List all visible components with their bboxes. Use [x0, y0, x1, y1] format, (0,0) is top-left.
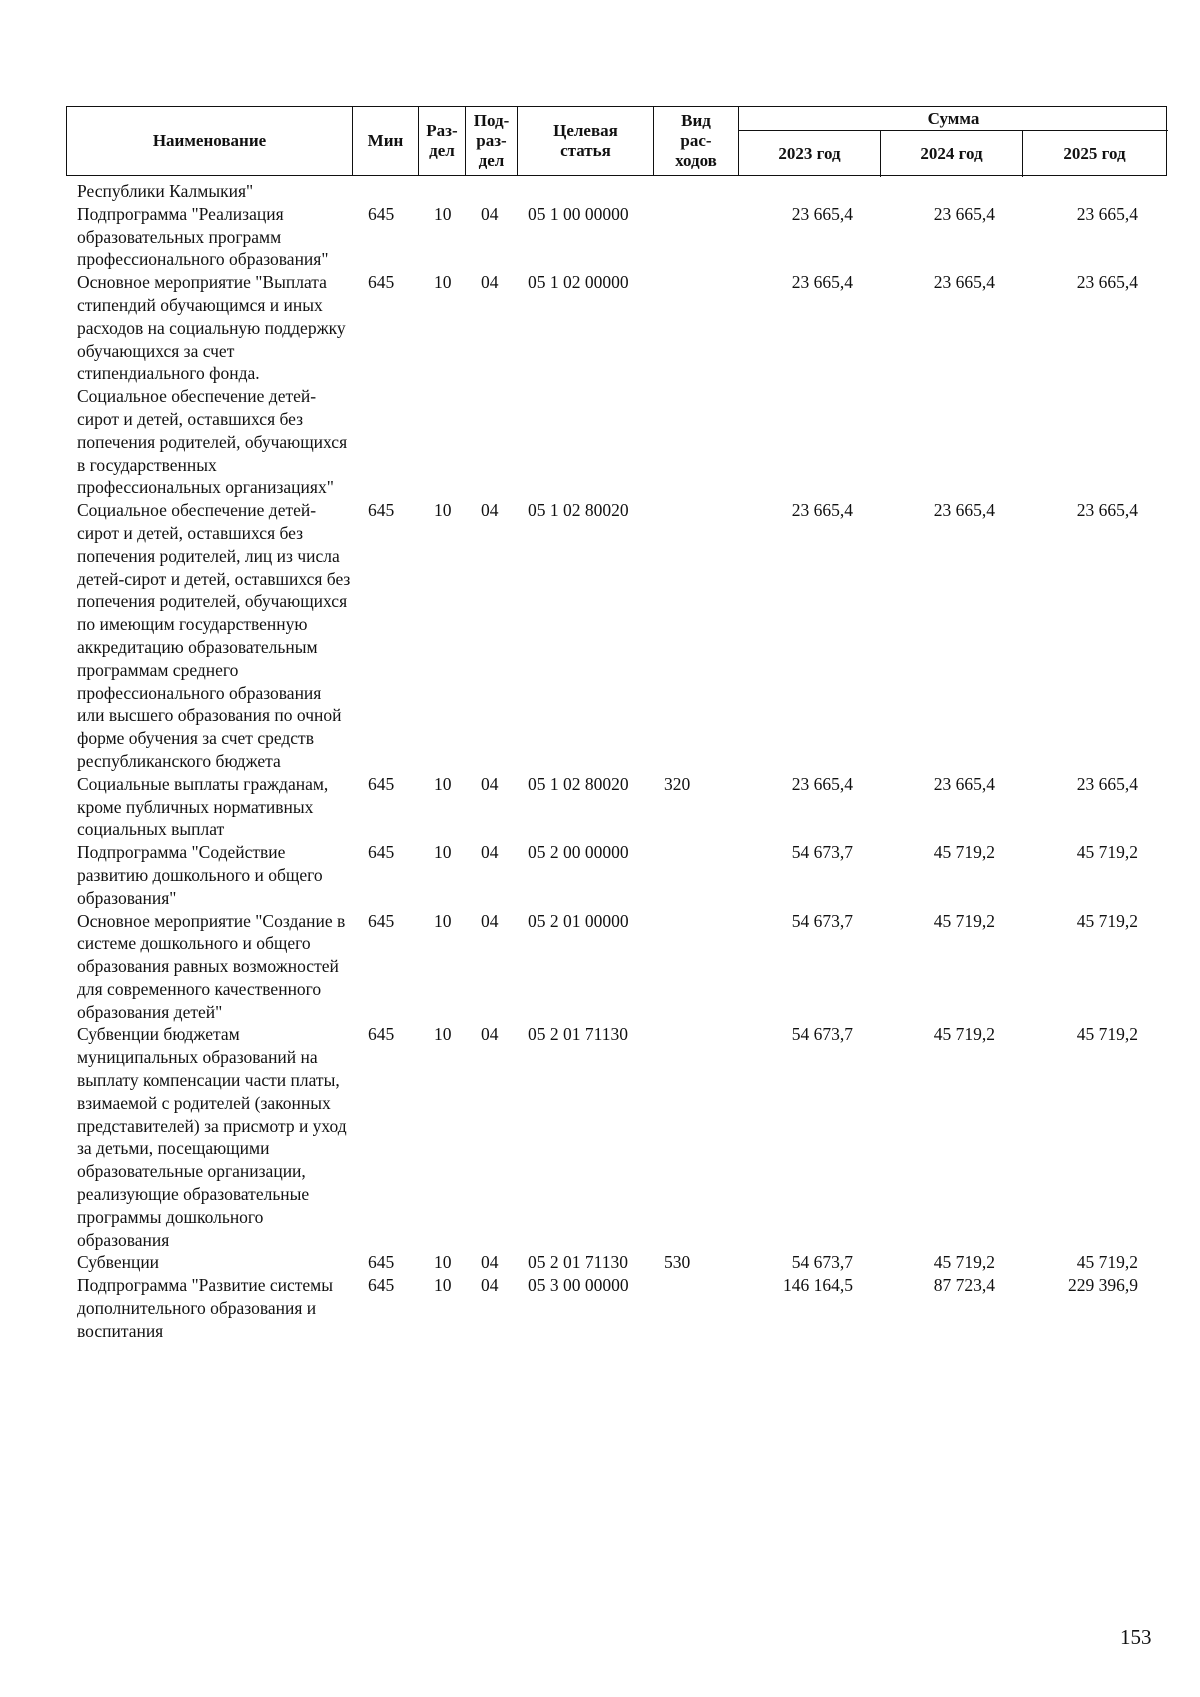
cell-min: 645 [368, 1252, 395, 1273]
page-number: 153 [1120, 1625, 1152, 1649]
table-body [66, 180, 1167, 1343]
cell-podrazdel: 04 [481, 272, 499, 293]
cell-sum-2024: 23 665,4 [933, 773, 995, 794]
cell-vid: 320 [664, 773, 691, 794]
cell-name: Подпрограмма "Содействие развитию дошкольного и общего образования" [77, 842, 323, 908]
table-row [66, 1274, 1167, 1342]
cell-vid [653, 1023, 715, 1251]
cell-sum-2025 [999, 180, 1142, 203]
cell-vid [653, 910, 715, 1024]
cell-sum-2025: 23 665,4 [1076, 500, 1138, 521]
cell-razdel: 10 [434, 1252, 452, 1273]
cell-vid [653, 203, 715, 271]
cell-sum-2025: 229 396,9 [1068, 1275, 1138, 1296]
cell-sum-2024: 45 719,2 [933, 1024, 995, 1045]
cell-min [352, 180, 418, 203]
cell-razdel: 10 [434, 1024, 452, 1045]
cell-vid [653, 1274, 715, 1342]
cell-target: 05 2 00 00000 [528, 842, 629, 863]
cell-sum-2024: 87 723,4 [933, 1275, 995, 1296]
cell-razdel [418, 180, 465, 203]
cell-sum-2025: 45 719,2 [1076, 1024, 1138, 1045]
cell-sum-2023: 54 673,7 [791, 842, 853, 863]
header-razdel: Раз- дел [419, 107, 466, 175]
table-row [66, 910, 1167, 1024]
cell-podrazdel: 04 [481, 203, 499, 224]
cell-name: Субвенции [77, 1252, 160, 1273]
cell-sum-2023: 146 164,5 [783, 1275, 853, 1296]
cell-vid [653, 499, 715, 773]
header-2023: 2023 год [739, 131, 881, 177]
cell-name: Подпрограмма "Развитие системы дополнительного образования и воспитания [77, 1275, 334, 1341]
cell-min: 645 [368, 203, 395, 224]
header-sum: Сумма [739, 107, 1168, 131]
header-name: Наименование [67, 107, 353, 175]
cell-sum-2025: 23 665,4 [1076, 203, 1138, 224]
table-row [66, 773, 1167, 841]
cell-target: 05 1 02 80020 [528, 773, 629, 794]
cell-podrazdel: 04 [481, 910, 499, 931]
cell-podrazdel: 04 [481, 500, 499, 521]
table-row [66, 1251, 1167, 1274]
table-row [66, 499, 1167, 773]
cell-sum-2025: 45 719,2 [1076, 1252, 1138, 1273]
cell-sum-2025: 23 665,4 [1076, 272, 1138, 293]
cell-min: 645 [368, 842, 395, 863]
cell-razdel: 10 [434, 1275, 452, 1296]
cell-podrazdel [465, 180, 517, 203]
header-2025: 2025 год [1063, 144, 1126, 163]
cell-target: 05 1 00 00000 [528, 203, 629, 224]
cell-sum-2024: 23 665,4 [933, 203, 995, 224]
cell-podrazdel: 04 [481, 773, 499, 794]
cell-sum-2023: 23 665,4 [791, 773, 853, 794]
cell-podrazdel: 04 [481, 1024, 499, 1045]
cell-sum-2024 [857, 180, 999, 203]
cell-razdel: 10 [434, 203, 452, 224]
cell-sum-2024: 23 665,4 [933, 272, 995, 293]
cell-target: 05 2 01 71130 [528, 1024, 628, 1045]
cell-sum-2025: 23 665,4 [1076, 773, 1138, 794]
cell-name: Подпрограмма "Реализация образовательных программ профессионального образования" [77, 203, 329, 270]
cell-min: 645 [368, 272, 395, 293]
cell-min: 645 [368, 1024, 395, 1045]
cell-sum-2023 [715, 180, 857, 203]
cell-vid [653, 271, 715, 499]
cell-min: 645 [368, 773, 395, 794]
cell-name: Республики Калмыкия" [77, 181, 254, 201]
cell-name: Социальные выплаты гражданам, кроме публичных нормативных социальных выплат [77, 773, 329, 840]
cell-sum-2023: 23 665,4 [791, 500, 853, 521]
cell-min: 645 [368, 1275, 395, 1296]
cell-name: Основное мероприятие "Создание в системе дошкольного и общего образования равных возможностей для современного качественного образования детей" [77, 910, 346, 1022]
cell-target [517, 180, 653, 203]
cell-target: 05 2 01 71130 [528, 1252, 628, 1273]
cell-sum-2025: 45 719,2 [1076, 842, 1138, 863]
cell-vid [653, 180, 715, 203]
header-vid: Вид рас- ходов [654, 107, 739, 175]
cell-sum-2024: 45 719,2 [933, 842, 995, 863]
cell-razdel: 10 [434, 272, 452, 293]
cell-min: 645 [368, 910, 395, 931]
cell-podrazdel: 04 [481, 842, 499, 863]
cell-razdel: 10 [434, 910, 452, 931]
cell-sum-2023: 54 673,7 [791, 910, 853, 931]
cell-target: 05 3 00 00000 [528, 1275, 629, 1296]
cell-sum-2023: 23 665,4 [791, 272, 853, 293]
cell-sum-2024: 23 665,4 [933, 500, 995, 521]
table-row [66, 180, 1167, 203]
cell-sum-2025: 45 719,2 [1076, 910, 1138, 931]
header-target: Целевая статья [518, 107, 654, 175]
table-row [66, 841, 1167, 909]
header-podrazdel: Под- раз- дел [466, 107, 518, 175]
cell-razdel: 10 [434, 773, 452, 794]
cell-podrazdel: 04 [481, 1275, 499, 1296]
table-row [66, 1023, 1167, 1251]
header-min: Мин [353, 107, 419, 175]
cell-target: 05 1 02 80020 [528, 500, 629, 521]
cell-sum-2023: 54 673,7 [791, 1252, 853, 1273]
cell-vid [653, 841, 715, 909]
cell-name: Основное мероприятие "Выплата стипендий обучающимся и иных расходов на социальную поддержку обучающихся за счет стипендиального фонда. Социальное обеспечение детей-сирот и детей, оставшихся без попечения родителей, обучающихся в государственных профессиональных организациях" [77, 272, 348, 498]
cell-razdel: 10 [434, 842, 452, 863]
table-row [66, 271, 1167, 499]
cell-name: Социальное обеспечение детей-сирот и детей, оставшихся без попечения родителей, лиц из числа детей-сирот и детей, оставшихся без попечения родителей, обучающихся по имеющим государственную аккредитацию образовательным программам среднего профессионального образования или высшего образования по очной форме обучения за счет средств республиканского бюджета [77, 500, 351, 771]
cell-name: Субвенции бюджетам муниципальных образований на выплату компенсации части платы, взимаемой с родителей (законных представителей) за присмотр и уход за детьми, посещающими образовательные организации, реализующие образовательные программы дошкольного образования [77, 1024, 347, 1250]
header-2024: 2024 год [881, 131, 1023, 177]
cell-min: 645 [368, 500, 395, 521]
cell-podrazdel: 04 [481, 1252, 499, 1273]
cell-sum-2024: 45 719,2 [933, 1252, 995, 1273]
table-header [66, 106, 1167, 176]
cell-target: 05 1 02 00000 [528, 272, 629, 293]
cell-target: 05 2 01 00000 [528, 910, 629, 931]
cell-sum-2024: 45 719,2 [933, 910, 995, 931]
cell-vid: 530 [664, 1252, 691, 1273]
cell-razdel: 10 [434, 500, 452, 521]
cell-sum-2023: 23 665,4 [791, 203, 853, 224]
cell-sum-2023: 54 673,7 [791, 1024, 853, 1045]
table-row [66, 203, 1167, 271]
